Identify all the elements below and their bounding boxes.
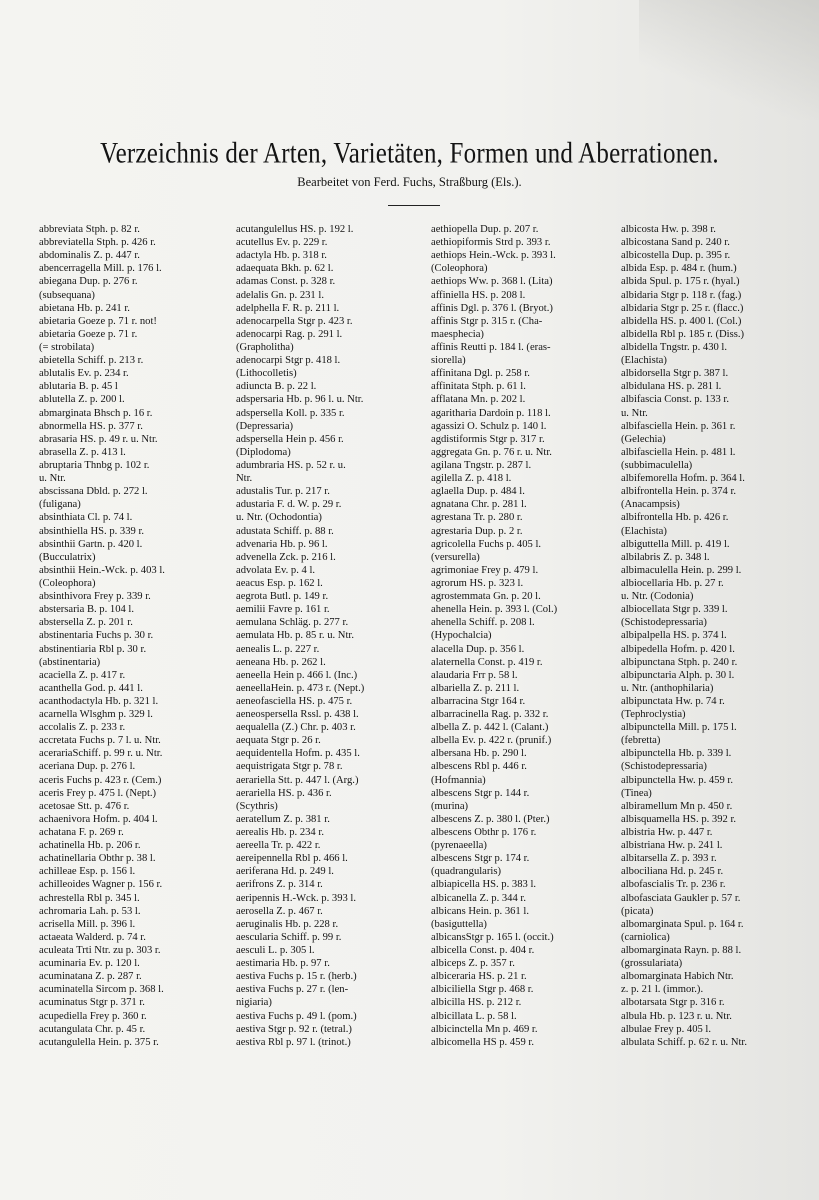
index-entry: aestiva Fuchs p. 27 r. (len-	[236, 984, 349, 996]
page-subtitle: Bearbeitet von Ferd. Fuchs, Straßburg (Els.).	[297, 175, 522, 189]
index-entry: albifasciella Hein. p. 361 r.	[621, 420, 736, 432]
index-entry: aeratellum Z. p. 381 r.	[236, 813, 330, 825]
index-entry: albicosta Hw. p. 398 r.	[621, 224, 716, 235]
page-title: Verzeichnis der Arten, Varietäten, Formen und Aberrationen.	[100, 137, 719, 170]
index-entry: abstinentaria Fuchs p. 30 r.	[39, 630, 154, 642]
index-column-4	[621, 223, 816, 1049]
index-entry: albicilla HS. p. 212 r.	[431, 997, 522, 1009]
index-entry: u. Ntr.	[621, 407, 648, 419]
index-entry: albicostana Sand p. 240 r.	[621, 237, 730, 249]
index-entry: albociliana Hd. p. 245 r.	[621, 866, 724, 878]
index-entry: affinitata Stph. p. 61 l.	[431, 381, 526, 393]
index-entry: albarracina Stgr 164 r.	[431, 695, 526, 707]
index-entry: adenocarpi Rag. p. 291 l.	[236, 328, 343, 340]
index-entry: (Gelechia)	[621, 433, 666, 445]
index-column-1	[39, 223, 234, 1049]
index-entry: abstinentiaria Rbl p. 30 r.	[39, 643, 147, 655]
index-entry: albida Spul. p. 175 r. (hyal.)	[621, 276, 740, 288]
index-entry: aggregata Gn. p. 76 r. u. Ntr.	[431, 446, 552, 458]
index-entry: aethiops Ww. p. 368 l. (Lita)	[431, 276, 553, 288]
index-entry: abstersella Z. p. 201 r.	[39, 617, 133, 629]
index-entry: u. Ntr.	[39, 473, 66, 485]
index-entry: albella Ev. p. 422 r. (prunif.)	[431, 735, 552, 747]
index-entry: agnatana Chr. p. 281 l.	[431, 499, 527, 511]
index-entry: (Diplodoma)	[236, 446, 291, 458]
index-entry: aglaella Dup. p. 484 l.	[431, 486, 525, 498]
index-entry: aerealis Hb. p. 234 r.	[236, 827, 324, 839]
index-entry: albidella HS. p. 400 l. (Col.)	[621, 315, 742, 327]
index-entry: (Elachista)	[621, 525, 667, 537]
index-entry: abrasella Z. p. 413 l.	[39, 446, 126, 458]
index-entry: aethiops Hein.-Wck. p. 393 l.	[431, 250, 556, 262]
index-entry: acaciella Z. p. 417 r.	[39, 669, 126, 681]
index-entry: ablutella Z. p. 200 l.	[39, 394, 125, 406]
index-entry: aceriana Dup. p. 276 l.	[39, 761, 136, 773]
index-entry: albifascia Const. p. 133 r.	[621, 394, 729, 406]
index-entry: adamas Const. p. 328 r.	[236, 276, 336, 288]
index-entry: aeripennis H.-Wck. p. 393 l.	[236, 892, 357, 904]
index-entry: (Tinea)	[621, 787, 652, 799]
index-entry: aeacus Esp. p. 162 l.	[236, 577, 323, 589]
index-entry: afflatana Mn. p. 202 l.	[431, 394, 526, 406]
index-entry: albicella Const. p. 404 r.	[431, 945, 535, 957]
index-entry: (Lithocolletis)	[236, 368, 297, 380]
index-entry: albidella Tngstr. p. 430 l.	[621, 341, 728, 353]
index-entry: alaternella Const. p. 419 r.	[431, 656, 543, 668]
index-entry: (basiguttella)	[431, 918, 487, 930]
index-entry: abbreviatella Stph. p. 426 r.	[39, 237, 156, 249]
index-entry: aceris Fuchs p. 423 r. (Cem.)	[39, 774, 162, 786]
index-entry: aculeata Trti Ntr. zu p. 303 r.	[39, 945, 161, 957]
index-entry: (Coleophora)	[431, 263, 488, 275]
index-column-2	[236, 223, 426, 1049]
index-entry: abbreviata Stph. p. 82 r.	[39, 224, 140, 235]
index-entry: aeneana Hb. p. 262 l.	[236, 656, 326, 668]
index-entry: ahenella Hein. p. 393 l. (Col.)	[431, 604, 558, 616]
index-entry: aerariella Stt. p. 447 l. (Arg.)	[236, 774, 359, 786]
index-entry: ablutaria B. p. 45 l	[39, 381, 118, 393]
index-entry: (pyrenaeella)	[431, 840, 487, 852]
index-entry: aesculi L. p. 305 l.	[236, 945, 315, 957]
index-entry: aestiva Stgr p. 92 r. (tetral.)	[236, 1023, 352, 1035]
index-entry: (abstinentaria)	[39, 656, 101, 668]
index-entry: agrestaria Dup. p. 2 r.	[431, 525, 523, 537]
index-entry: advolata Ev. p. 4 l.	[236, 564, 316, 576]
index-entry: abietaria Goeze p. 71 r.	[39, 328, 138, 340]
index-entry: albipunctella Hw. p. 459 r.	[621, 774, 733, 786]
index-entry: agricolella Fuchs p. 405 l.	[431, 538, 542, 550]
index-entry: albidorsella Stgr p. 387 l.	[621, 368, 729, 380]
index-entry: accolalis Z. p. 233 r.	[39, 722, 126, 734]
index-entry: acrisella Mill. p. 396 l.	[39, 918, 136, 930]
index-entry: albistria Hw. p. 447 r.	[621, 827, 713, 839]
index-entry: albipunctaria Alph. p. 30 l.	[621, 669, 735, 681]
index-entry: actaeata Walderd. p. 74 r.	[39, 931, 146, 943]
index-entry: aestimaria Hb. p. 97 r.	[236, 958, 330, 970]
index-entry: albofasciata Gaukler p. 57 r.	[621, 892, 741, 904]
index-entry: albicanella Z. p. 344 r.	[431, 892, 527, 904]
index-entry: (Elachista)	[621, 355, 667, 367]
index-entry: albipunctana Stph. p. 240 r.	[621, 656, 738, 668]
index-entry: albipunctella Hb. p. 339 l.	[621, 748, 732, 760]
index-entry: absinthivora Frey p. 339 r.	[39, 591, 151, 603]
index-entry: (subbimaculella)	[621, 459, 693, 471]
index-entry: achaenivora Hofm. p. 404 l.	[39, 813, 158, 825]
index-entry: albifemorella Hofm. p. 364 l.	[621, 473, 745, 485]
index-entry: albariella Z. p. 211 l.	[431, 682, 520, 694]
index-entry: albescens Obthr p. 176 r.	[431, 827, 537, 839]
index-entry: (Bucculatrix)	[39, 551, 96, 563]
index-entry: aethiopiformis Strd p. 393 r.	[431, 237, 551, 249]
index-entry: albipedella Hofm. p. 420 l.	[621, 643, 735, 655]
index-entry: aeruginalis Hb. p. 228 r.	[236, 918, 339, 930]
index-entry: acutangulellus HS. p. 192 l.	[236, 224, 354, 235]
index-entry: aerifrons Z. p. 314 r.	[236, 879, 323, 891]
index-entry: aeneospersella Rssl. p. 438 l.	[236, 709, 359, 721]
index-entry: albomarginata Habich Ntr.	[621, 971, 734, 983]
index-entry: z. p. 21 l. (immor.).	[621, 984, 704, 996]
index-entry: (febretta)	[621, 735, 661, 747]
index-entry: abencerragella Mill. p. 176 l.	[39, 263, 162, 275]
index-entry: adspersella Koll. p. 335 r.	[236, 407, 345, 419]
index-entry: albiciliella Stgr p. 468 r.	[431, 984, 534, 996]
index-entry: agrimoniae Frey p. 479 l.	[431, 564, 539, 576]
index-entry: acerariaSchiff. p. 99 r. u. Ntr.	[39, 748, 163, 760]
index-entry: accretata Fuchs p. 7 l. u. Ntr.	[39, 735, 161, 747]
index-entry: alacella Dup. p. 356 l.	[431, 643, 525, 655]
index-entry: albiramellum Mn p. 450 r.	[621, 800, 733, 812]
index-entry: (Hypochalcia)	[431, 630, 492, 642]
index-entry: adaequata Bkh. p. 62 l.	[236, 263, 334, 275]
index-entry: albarracinella Rag. p. 332 r.	[431, 709, 549, 721]
index-entry: affinitana Dgl. p. 258 r.	[431, 368, 530, 380]
index-entry: aestiva Fuchs p. 15 r. (herb.)	[236, 971, 357, 983]
index-entry: aerariella HS. p. 436 r.	[236, 787, 332, 799]
index-entry: acuminaria Ev. p. 120 l.	[39, 958, 140, 970]
index-entry: (murina)	[431, 800, 469, 812]
index-entry: albescens Z. p. 380 l. (Pter.)	[431, 813, 550, 825]
index-entry: maesphecia)	[431, 328, 484, 340]
index-entry: aeneellaHein. p. 473 r. (Nept.)	[236, 682, 365, 694]
index-entry: abietana Hb. p. 241 r.	[39, 302, 130, 314]
index-entry: aequistrigata Stgr p. 78 r.	[236, 761, 343, 773]
index-entry: achilleoides Wagner p. 156 r.	[39, 879, 163, 891]
index-entry: adustalis Tur. p. 217 r.	[236, 486, 330, 498]
index-entry: aeriferana Hd. p. 249 l.	[236, 866, 334, 878]
index-entry: albotarsata Stgr p. 316 r.	[621, 997, 725, 1009]
index-entry: acutellus Ev. p. 229 r.	[236, 237, 328, 249]
index-entry: agrostemmata Gn. p. 20 l.	[431, 591, 541, 603]
index-entry: (Tephroclystia)	[621, 709, 686, 721]
index-entry: abiegana Dup. p. 276 r.	[39, 276, 138, 288]
index-entry: acupediella Frey p. 360 r.	[39, 1010, 147, 1022]
index-entry: achatinella Hb. p. 206 r.	[39, 840, 141, 852]
index-entry: abruptaria Thnbg p. 102 r.	[39, 459, 150, 471]
index-entry: aemilii Favre p. 161 r.	[236, 604, 330, 616]
title-divider	[388, 205, 440, 206]
index-entry: adactyla Hb. p. 318 r.	[236, 250, 327, 262]
index-entry: (Depressaria)	[236, 420, 294, 432]
index-entry: aceris Frey p. 475 l. (Nept.)	[39, 787, 157, 799]
index-entry: adspersaria Hb. p. 96 l. u. Ntr.	[236, 394, 364, 406]
index-entry: achrestella Rbl p. 345 l.	[39, 892, 140, 904]
index-entry: abietella Schiff. p. 213 r.	[39, 355, 144, 367]
index-entry: (Coleophora)	[39, 577, 96, 589]
index-entry: albescens Rbl p. 446 r.	[431, 761, 527, 773]
index-entry: aescularia Schiff. p. 99 r.	[236, 931, 342, 943]
index-entry: abmarginata Bhsch p. 16 r.	[39, 407, 153, 419]
index-entry: albidaria Stgr p. 118 r. (fag.)	[621, 289, 742, 301]
index-entry: adenocarpi Stgr p. 418 l.	[236, 355, 341, 367]
index-entry: aequidentella Hofm. p. 435 l.	[236, 748, 360, 760]
index-entry: (Schistodepressaria)	[621, 617, 707, 629]
index-entry: agilella Z. p. 418 l.	[431, 473, 512, 485]
index-entry: adelalis Gn. p. 231 l.	[236, 289, 324, 301]
index-entry: aemulata Hb. p. 85 r. u. Ntr.	[236, 630, 354, 642]
index-entry: abstersaria B. p. 104 l.	[39, 604, 135, 616]
index-entry: albofascialis Tr. p. 236 r.	[621, 879, 726, 891]
index-entry: acarnella Wlsghm p. 329 l.	[39, 709, 153, 721]
index-entry: abscissana Dbld. p. 272 l.	[39, 486, 148, 498]
index-entry: ablutalis Ev. p. 234 r.	[39, 368, 129, 380]
index-entry: albiocellaria Hb. p. 27 r.	[621, 577, 724, 589]
index-entry: albicostella Dup. p. 395 r.	[621, 250, 731, 262]
index-entry: albidaria Stgr p. 25 r. (flacc.)	[621, 302, 744, 314]
index-entry: aerosella Z. p. 467 r.	[236, 905, 323, 917]
index-entry: aestiva Rbl p. 97 l. (trinot.)	[236, 1036, 351, 1048]
index-column-3	[431, 223, 614, 1049]
index-entry: absinthii Gartn. p. 420 l.	[39, 538, 143, 550]
index-entry: (Grapholitha)	[236, 341, 294, 353]
index-entry: albidulana HS. p. 281 l.	[621, 381, 722, 393]
index-entry: aereipennella Rbl p. 466 l.	[236, 853, 348, 865]
index-entry: albidella Rbl p. 185 r. (Diss.)	[621, 328, 744, 340]
index-entry: albiapicella HS. p. 383 l.	[431, 879, 537, 891]
index-entry: abrasaria HS. p. 49 r. u. Ntr.	[39, 433, 158, 445]
index-entry: u. Ntr. (Codonia)	[621, 591, 694, 603]
index-entry: albimaculella Hein. p. 299 l.	[621, 564, 742, 576]
index-entry: absinthiella HS. p. 339 r.	[39, 525, 145, 537]
index-entry: albescens Stgr p. 144 r.	[431, 787, 530, 799]
index-entry: aereella Tr. p. 422 r.	[236, 840, 321, 852]
index-entry: agaritharia Dardoin p. 118 l.	[431, 407, 551, 419]
index-entry: aequalella (Z.) Chr. p. 403 r.	[236, 722, 356, 734]
index-entry: agrestana Tr. p. 280 r.	[431, 512, 523, 524]
index-entry: u. Ntr. (Ochodontia)	[236, 512, 322, 524]
index-entry: aeneella Hein p. 466 l. (Inc.)	[236, 669, 358, 681]
index-entry: achromaria Lah. p. 53 l.	[39, 905, 141, 917]
index-entry: albicillata L. p. 58 l.	[431, 1010, 517, 1022]
index-entry: albescens Stgr p. 174 r.	[431, 853, 530, 865]
index-entry: alaudaria Frr p. 58 l.	[431, 669, 518, 681]
index-entry: u. Ntr. (anthophilaria)	[621, 682, 714, 694]
index-entry: albersana Hb. p. 290 l.	[431, 748, 527, 760]
index-entry: aemulana Schläg. p. 277 r.	[236, 617, 349, 629]
index-entry: acanthodactyla Hb. p. 321 l.	[39, 695, 159, 707]
index-entry: agilana Tngstr. p. 287 l.	[431, 459, 532, 471]
index-entry: albomarginata Rayn. p. 88 l.	[621, 945, 742, 957]
index-entry: albiceps Z. p. 357 r.	[431, 958, 515, 970]
index-entry: abdominalis Z. p. 447 r.	[39, 250, 140, 262]
index-entry: (carniolica)	[621, 931, 670, 943]
index-entry: albifasciella Hein. p. 481 l.	[621, 446, 736, 458]
index-entry: acetosae Stt. p. 476 r.	[39, 800, 130, 812]
index-entry: albella Z. p. 442 l. (Calant.)	[431, 722, 549, 734]
index-entry: albitarsella Z. p. 393 r.	[621, 853, 717, 865]
index-entry: ahenella Schiff. p. 208 l.	[431, 617, 535, 629]
index-entry: albipunctella Mill. p. 175 l.	[621, 722, 737, 734]
index-entry: abnormella HS. p. 377 r.	[39, 420, 143, 432]
page-edge-shadow	[639, 0, 819, 120]
index-entry: affinis Stgr p. 315 r. (Cha-	[431, 315, 543, 327]
index-entry: (picata)	[621, 905, 654, 917]
index-entry: adelphella F. R. p. 211 l.	[236, 302, 340, 314]
index-entry: siorella)	[431, 355, 466, 367]
index-entry: albula Hb. p. 123 r. u. Ntr.	[621, 1010, 732, 1022]
index-entry: albulata Schiff. p. 62 r. u. Ntr.	[621, 1036, 748, 1048]
index-entry: agassizi O. Schulz p. 140 l.	[431, 420, 547, 432]
index-entry: aethiopella Dup. p. 207 r.	[431, 224, 539, 235]
index-entry: (fuligana)	[39, 499, 81, 511]
index-entry: advenella Zck. p. 216 l.	[236, 551, 336, 563]
index-entry: agdistiformis Stgr p. 317 r.	[431, 433, 545, 445]
index-entry: (Scythris)	[236, 800, 278, 812]
index-entry: albipunctata Hw. p. 74 r.	[621, 695, 725, 707]
index-entry: nigiaria)	[236, 997, 272, 1009]
index-entry: (Anacampsis)	[621, 499, 680, 511]
index-entry: aequata Stgr p. 26 r.	[236, 735, 321, 747]
index-entry: albicansStgr p. 165 l. (occit.)	[431, 931, 554, 943]
index-entry: adustata Schiff. p. 88 r.	[236, 525, 334, 537]
index-entry: advenaria Hb. p. 96 l.	[236, 538, 328, 550]
index-entry: albicinctella Mn p. 469 r.	[431, 1023, 538, 1035]
index-entry: agrorum HS. p. 323 l.	[431, 577, 524, 589]
index-entry: albida Esp. p. 484 r. (hum.)	[621, 263, 737, 275]
index-entry: aegrota Butl. p. 149 r.	[236, 591, 329, 603]
index-entry: acanthella God. p. 441 l.	[39, 682, 143, 694]
index-entry: (Schistodepressaria)	[621, 761, 707, 773]
index-entry: affiniella HS. p. 208 l.	[431, 289, 526, 301]
index-entry: albicans Hein. p. 361 l.	[431, 905, 529, 917]
index-entry: aenealis L. p. 227 r.	[236, 643, 320, 655]
index-entry: affinis Dgl. p. 376 l. (Bryot.)	[431, 302, 553, 314]
index-entry: (= strobilata)	[39, 341, 95, 353]
index-entry: albulae Frey p. 405 l.	[621, 1023, 712, 1035]
index-entry: albicomella HS p. 459 r.	[431, 1036, 534, 1048]
index-entry: achatana F. p. 269 r.	[39, 827, 124, 839]
index-entry: aestiva Fuchs p. 49 l. (pom.)	[236, 1010, 357, 1022]
index-entry: albilabris Z. p. 348 l.	[621, 551, 710, 563]
index-entry: acuminatus Stgr p. 371 r.	[39, 997, 145, 1009]
index-entry: adustaria F. d. W. p. 29 r.	[236, 499, 342, 511]
index-entry: aeneofasciella HS. p. 475 r.	[236, 695, 353, 707]
index-entry: albifrontella Hein. p. 374 r.	[621, 486, 737, 498]
index-entry: albisquamella HS. p. 392 r.	[621, 813, 737, 825]
index-entry: (Hofmannia)	[431, 774, 486, 786]
index-entry: albipalpella HS. p. 374 l.	[621, 630, 727, 642]
index-entry: adenocarpella Stgr p. 423 r.	[236, 315, 353, 327]
index-entry: Ntr.	[236, 473, 253, 485]
index-entry: (quadrangularis)	[431, 866, 502, 878]
index-entry: albistriana Hw. p. 241 l.	[621, 840, 723, 852]
index-entry: (subsequana)	[39, 289, 95, 301]
index-entry: albiguttella Mill. p. 419 l.	[621, 538, 730, 550]
index-entry: albiceraria HS. p. 21 r.	[431, 971, 527, 983]
index-entry: achatinellaria Obthr p. 38 l.	[39, 853, 156, 865]
index-entry: acuminatana Z. p. 287 r.	[39, 971, 142, 983]
index-entry: acutangulata Chr. p. 45 r.	[39, 1023, 146, 1035]
index-entry: adspersella Hein p. 456 r.	[236, 433, 344, 445]
index-entry: adiuncta B. p. 22 l.	[236, 381, 317, 393]
index-entry: absinthiata Cl. p. 74 l.	[39, 512, 133, 524]
index-entry: abietaria Goeze p. 71 r. not!	[39, 315, 157, 327]
index-entry: affinis Reutti p. 184 l. (eras-	[431, 341, 551, 353]
index-entry: albomarginata Spul. p. 164 r.	[621, 918, 744, 930]
index-entry: (grossulariata)	[621, 958, 683, 970]
index-entry: achilleae Esp. p. 156 l.	[39, 866, 136, 878]
index-entry: adumbraria HS. p. 52 r. u.	[236, 459, 346, 471]
index-entry: albifrontella Hb. p. 426 r.	[621, 512, 729, 524]
index-entry: acutangulella Hein. p. 375 r.	[39, 1036, 159, 1048]
index-entry: (versurella)	[431, 551, 480, 563]
index-entry: acuminatella Sircom p. 368 l.	[39, 984, 164, 996]
index-entry: albiocellata Stgr p. 339 l.	[621, 604, 728, 616]
index-entry: absinthii Hein.-Wck. p. 403 l.	[39, 564, 165, 576]
